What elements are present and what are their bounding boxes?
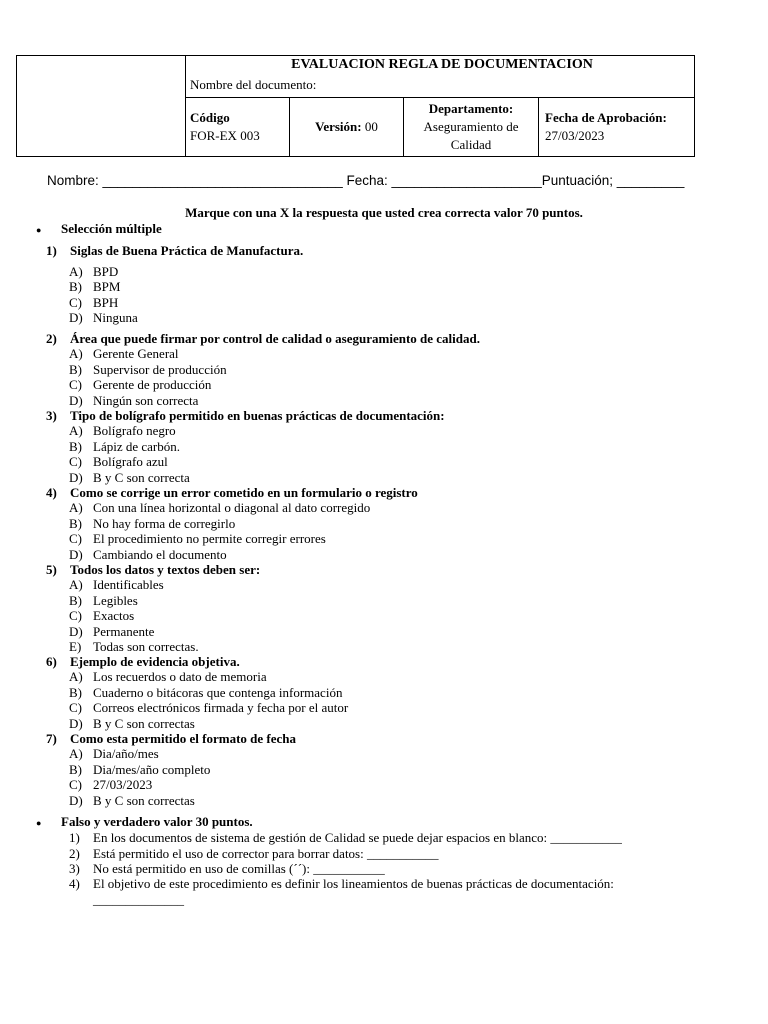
- item-text: El objetivo de este procedimiento es definir los lineamientos de buenas prácticas de documentación:: [93, 876, 614, 891]
- question-4: [46, 485, 418, 501]
- question-6: [46, 654, 240, 670]
- option-letter: B): [69, 438, 82, 454]
- answer-option[interactable]: [69, 295, 118, 311]
- bullet-icon: ●: [36, 818, 42, 828]
- answer-option[interactable]: [69, 393, 198, 409]
- answer-option[interactable]: [69, 608, 134, 624]
- option-letter: B): [69, 592, 82, 608]
- option-text: Bolígrafo azul: [93, 454, 168, 470]
- option-text: No hay forma de corregirlo: [93, 515, 236, 531]
- answer-option[interactable]: [69, 639, 199, 655]
- item-text: Está permitido el uso de corrector para borrar datos: ___________: [93, 846, 439, 861]
- question-7: [46, 731, 296, 747]
- header-table: [16, 55, 695, 157]
- option-letter: A): [69, 500, 83, 516]
- option-text: Identificables: [93, 577, 164, 593]
- answer-option[interactable]: [69, 577, 164, 593]
- answer-option[interactable]: [69, 500, 370, 516]
- question-text: Siglas de Buena Práctica de Manufactura.: [70, 243, 304, 258]
- answer-option[interactable]: [69, 700, 348, 716]
- answer-option[interactable]: [69, 685, 342, 701]
- question-text: Como se corrige un error cometido en un formulario o registro: [70, 485, 418, 500]
- question-text: Área que puede firmar por control de calidad o aseguramiento de calidad.: [70, 331, 480, 346]
- option-letter: A): [69, 669, 83, 685]
- question-number: 1): [46, 243, 57, 258]
- approval-value: 27/03/2023: [545, 128, 605, 143]
- option-text: B y C son correctas: [93, 792, 195, 808]
- option-letter: D): [69, 469, 83, 485]
- department-label: Departamento:: [428, 101, 514, 116]
- answer-option[interactable]: [69, 454, 168, 470]
- item-text: No está permitido en uso de comillas (´´): ___________: [93, 861, 385, 876]
- logo-cell: [17, 56, 186, 157]
- item-number: 2): [69, 846, 80, 861]
- version-value: 00: [364, 119, 378, 134]
- answer-option[interactable]: [69, 777, 152, 793]
- option-text: B y C son correctas: [93, 715, 195, 731]
- option-text: Los recuerdos o dato de memoria: [93, 669, 267, 685]
- option-text: Cuaderno o bitácoras que contenga información: [93, 684, 343, 700]
- option-text: 27/03/2023: [93, 777, 153, 793]
- option-letter: D): [69, 310, 83, 326]
- document-title: EVALUACION REGLA DE DOCUMENTACION: [291, 56, 593, 72]
- answer-option[interactable]: [69, 362, 227, 378]
- version-label: Versión:: [315, 119, 362, 134]
- option-text: Permanente: [93, 623, 155, 639]
- option-letter: C): [69, 377, 82, 393]
- last-answer-blank: ______________: [93, 892, 184, 907]
- bullet-icon: ●: [36, 225, 42, 235]
- option-text: Todas son correctas.: [93, 639, 199, 654]
- title-cell: [186, 56, 695, 98]
- option-text: Supervisor de producción: [93, 361, 227, 377]
- version-cell: [290, 98, 404, 157]
- option-text: Lápiz de carbón.: [93, 438, 180, 454]
- option-text: Dia/mes/año completo: [93, 761, 211, 777]
- code-value: FOR-EX 003: [190, 128, 260, 143]
- question-1: [46, 243, 303, 259]
- item-number: 4): [69, 876, 80, 891]
- code-label: Código: [190, 110, 230, 125]
- true-false-item-4: [69, 876, 614, 892]
- answer-option[interactable]: [69, 762, 210, 778]
- option-letter: C): [69, 777, 82, 793]
- option-letter: C): [69, 454, 82, 470]
- answer-option[interactable]: [69, 377, 211, 393]
- answer-option[interactable]: [69, 439, 180, 455]
- option-letter: B): [69, 515, 82, 531]
- answer-option[interactable]: [69, 470, 190, 486]
- answer-option[interactable]: [69, 793, 195, 809]
- option-text: Bolígrafo negro: [93, 423, 176, 439]
- option-letter: C): [69, 531, 82, 547]
- option-text: Exactos: [93, 608, 135, 624]
- option-letter: C): [69, 294, 82, 310]
- question-text: Todos los datos y textos deben ser:: [70, 562, 261, 577]
- option-text: Correos electrónicos firmada y fecha por el autor: [93, 700, 349, 716]
- question-number: 4): [46, 485, 57, 500]
- option-letter: A): [69, 264, 83, 279]
- option-letter: C): [69, 700, 82, 716]
- info-line: Nombre: ________________________________ Fecha: ____________________Puntuación; _________: [47, 173, 685, 188]
- question-number: 5): [46, 562, 57, 577]
- option-letter: B): [69, 684, 82, 700]
- option-text: Cambiando el documento: [93, 546, 227, 562]
- option-text: Gerente General: [93, 346, 179, 362]
- option-letter: D): [69, 792, 83, 808]
- item-text: En los documentos de sistema de gestión de Calidad se puede dejar espacios en blanco: ___________: [93, 830, 622, 845]
- item-number: 3): [69, 861, 80, 876]
- option-text: BPD: [93, 264, 119, 279]
- option-letter: A): [69, 423, 83, 439]
- option-letter: D): [69, 715, 83, 731]
- code-cell: [186, 98, 290, 157]
- option-letter: D): [69, 623, 83, 639]
- option-letter: A): [69, 746, 83, 762]
- option-text: El procedimiento no permite corregir errores: [93, 531, 326, 547]
- question-number: 2): [46, 331, 57, 346]
- option-letter: B): [69, 761, 82, 777]
- answer-option[interactable]: [69, 423, 176, 439]
- option-letter: C): [69, 608, 82, 624]
- option-text: Ningún son correcta: [93, 392, 199, 408]
- answer-option[interactable]: [69, 264, 118, 280]
- answer-option[interactable]: [69, 716, 195, 732]
- section2-title: Falso y verdadero valor 30 puntos.: [61, 814, 253, 829]
- answer-option[interactable]: [69, 593, 138, 609]
- question-2: [46, 331, 480, 347]
- section1-title: Selección múltiple: [61, 221, 162, 236]
- department-value-line2: Calidad: [450, 137, 492, 152]
- instructions: Marque con una X la respuesta que usted crea correcta valor 70 puntos.: [185, 205, 583, 220]
- department-cell: [404, 98, 539, 157]
- option-text: Gerente de producción: [93, 377, 212, 393]
- option-text: Legibles: [93, 592, 138, 608]
- option-letter: A): [69, 577, 83, 593]
- answer-option[interactable]: [69, 531, 326, 547]
- true-false-item-1: [69, 830, 622, 846]
- option-letter: E): [69, 639, 82, 654]
- question-number: 3): [46, 408, 57, 423]
- option-text: Con una línea horizontal o diagonal al dato corregido: [93, 500, 371, 516]
- answer-option[interactable]: [69, 516, 235, 532]
- question-text: Como esta permitido el formato de fecha: [70, 731, 296, 746]
- true-false-item-3: [69, 861, 385, 877]
- question-3: [46, 408, 445, 424]
- true-false-item-2: [69, 846, 438, 862]
- option-text: Ninguna: [93, 310, 138, 326]
- answer-option[interactable]: [69, 346, 179, 362]
- question-number: 7): [46, 731, 57, 746]
- doc-name-label: Nombre del documento:: [190, 76, 317, 92]
- option-text: BPM: [93, 279, 121, 295]
- option-letter: A): [69, 346, 83, 362]
- option-letter: D): [69, 392, 83, 408]
- item-number: 1): [69, 830, 80, 845]
- question-text: Tipo de bolígrafo permitido en buenas prácticas de documentación:: [70, 408, 445, 423]
- option-text: BPH: [93, 294, 119, 310]
- question-number: 6): [46, 654, 57, 669]
- option-text: B y C son correcta: [93, 469, 190, 485]
- question-text: Ejemplo de evidencia objetiva.: [70, 654, 240, 669]
- answer-option[interactable]: [69, 624, 154, 640]
- answer-option[interactable]: [69, 746, 159, 762]
- answer-option[interactable]: [69, 669, 267, 685]
- option-text: Dia/año/mes: [93, 746, 159, 762]
- approval-cell: [539, 98, 695, 157]
- answer-option[interactable]: [69, 310, 138, 326]
- answer-option[interactable]: [69, 547, 227, 563]
- question-5: [46, 562, 260, 578]
- option-letter: B): [69, 361, 82, 377]
- department-value-line1: Aseguramiento de: [423, 119, 519, 134]
- approval-label: Fecha de Aprobación:: [545, 110, 667, 125]
- option-letter: B): [69, 279, 82, 295]
- option-letter: D): [69, 546, 83, 562]
- answer-option[interactable]: [69, 279, 120, 295]
